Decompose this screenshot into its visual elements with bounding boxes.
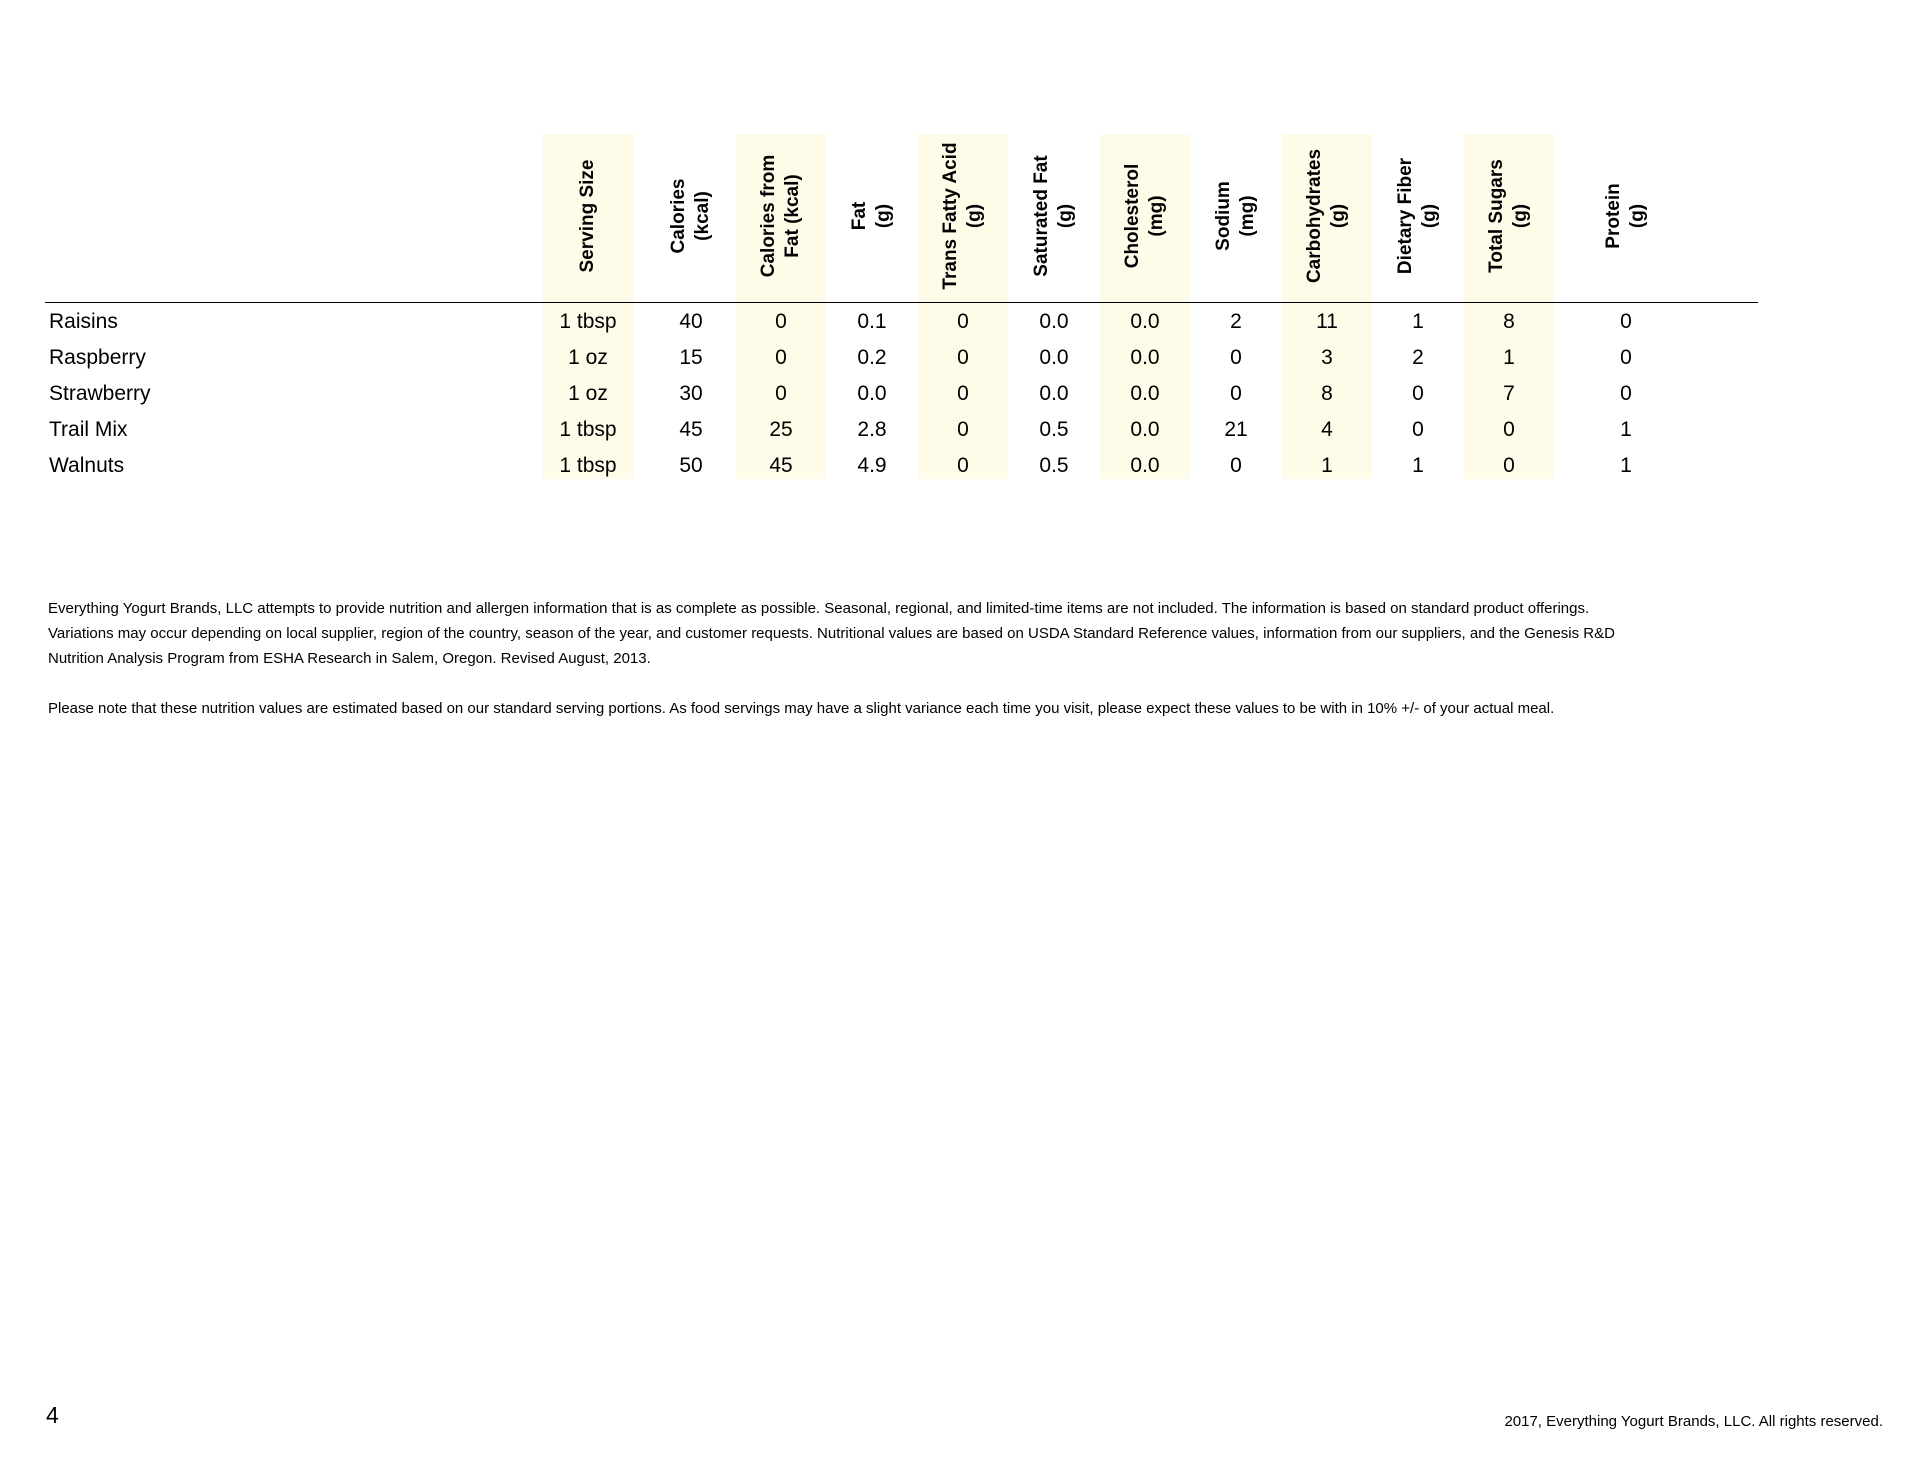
table-row (45, 340, 1758, 376)
table-row (45, 448, 1758, 484)
table-cell: 0 (957, 418, 969, 441)
table-cell: 45 (679, 418, 703, 441)
column-header (1100, 134, 1190, 304)
column-header-label: Calories (kcal) (668, 178, 713, 254)
table-cell: 2 (1412, 346, 1424, 369)
table-cell: 25 (769, 418, 793, 441)
table-cell: 0.5 (1039, 454, 1069, 477)
table-cell: 0.0 (1039, 310, 1069, 333)
table-cell: 0.0 (1039, 346, 1069, 369)
table-row (45, 304, 1758, 340)
table-cell: 8 (1503, 310, 1515, 333)
table-cell: 0.0 (1130, 418, 1160, 441)
table-cell: 7 (1503, 382, 1515, 405)
column-header-label: Sodium (mg) (1213, 181, 1258, 251)
table-cell: 1 oz (568, 382, 608, 405)
column-header-label: Dietary Fiber (g) (1395, 157, 1440, 275)
column-header-label: Protein (g) (1603, 183, 1648, 249)
table-cell: 0 (1230, 346, 1242, 369)
column-header (1581, 134, 1671, 304)
table-cell: 0 (1620, 310, 1632, 333)
table-cell: 3 (1321, 346, 1333, 369)
table-cell: 1 (1620, 418, 1632, 441)
table-cell: 0 (1230, 382, 1242, 405)
table-cell: 0.5 (1039, 418, 1069, 441)
column-header (543, 134, 633, 304)
table-cell: 0 (1503, 418, 1515, 441)
table-cell: 40 (679, 310, 703, 333)
table-cell: 15 (679, 346, 703, 369)
table-cell: 0 (1230, 454, 1242, 477)
table-cell: 21 (1224, 418, 1248, 441)
table-cell: 0 (775, 310, 787, 333)
disclaimer-paragraph-1: Everything Yogurt Brands, LLC attempts to provide nutrition and allergen information that is as complete as possible. Seasonal, regional, and limited-time items are not included. The information is based on standard product offerings. Variations may occur depending on local supplier, region of the country, season of the year, and customer requests. Nutritional values are based on USDA Standard Reference values, information from our suppliers, and the Genesis R&D Nutrition Analysis Program from ESHA Research in Salem, Oregon. Revised August, 2013. (48, 600, 1615, 667)
table-cell: 1 (1412, 310, 1424, 333)
item-name: Walnuts (49, 454, 125, 477)
table-cell: 1 (1321, 454, 1333, 477)
table-cell: 30 (679, 382, 703, 405)
column-header (1464, 134, 1554, 304)
item-name: Trail Mix (49, 418, 128, 441)
table-cell: 0 (775, 346, 787, 369)
table-cell: 0 (957, 454, 969, 477)
column-header (646, 134, 736, 304)
item-name: Strawberry (49, 382, 151, 405)
table-cell: 0.0 (1130, 454, 1160, 477)
table-cell: 1 (1412, 454, 1424, 477)
table-cell: 4 (1321, 418, 1333, 441)
table-cell: 0 (957, 382, 969, 405)
table-cell: 0 (775, 382, 787, 405)
table-cell: 0.0 (1039, 382, 1069, 405)
copyright-notice: 2017, Everything Yogurt Brands, LLC. All rights reserved. (1504, 1413, 1883, 1430)
column-header-label: Serving Size (577, 159, 598, 273)
column-header (1191, 134, 1281, 304)
header-rule (45, 302, 1758, 303)
table-cell: 0.0 (857, 382, 887, 405)
table-cell: 0 (1503, 454, 1515, 477)
table-cell: 1 oz (568, 346, 608, 369)
column-header-label: Total Sugars (g) (1486, 159, 1531, 273)
column-header-label: Fat (g) (849, 201, 894, 231)
column-header (1373, 134, 1463, 304)
table-cell: 45 (769, 454, 793, 477)
table-cell: 1 tbsp (559, 310, 617, 333)
column-header-label: Saturated Fat (g) (1031, 155, 1076, 277)
column-header (1282, 134, 1372, 304)
table-row (45, 376, 1758, 412)
table-row (45, 412, 1758, 448)
table-cell: 50 (679, 454, 703, 477)
table-cell: 0 (1620, 346, 1632, 369)
table-cell: 0.0 (1130, 346, 1160, 369)
table-cell: 0 (1412, 418, 1424, 441)
table-cell: 0.0 (1130, 382, 1160, 405)
column-header-label: Cholesterol (mg) (1122, 163, 1167, 269)
column-header-label: Trans Fatty Acid (g) (940, 142, 985, 290)
table-cell: 11 (1316, 310, 1338, 333)
table-cell: 0.0 (1130, 310, 1160, 333)
table-cell: 0 (957, 310, 969, 333)
table-cell: 8 (1321, 382, 1333, 405)
table-cell: 0 (1620, 382, 1632, 405)
column-header (736, 134, 826, 304)
table-cell: 4.9 (857, 454, 887, 477)
page-number: 4 (46, 1402, 59, 1428)
column-header-label: Calories from Fat (kcal) (758, 154, 803, 278)
table-cell: 0.2 (857, 346, 887, 369)
disclaimer-paragraph-2: Please note that these nutrition values are estimated based on our standard serving portions. As food servings may have a slight variance each time you visit, please expect these values to be with in 10% +/- of your actual meal. (48, 700, 1555, 717)
column-header (1009, 134, 1099, 304)
table-cell: 1 tbsp (559, 418, 617, 441)
table-cell: 0 (1412, 382, 1424, 405)
table-cell: 1 tbsp (559, 454, 617, 477)
table-cell: 0 (957, 346, 969, 369)
table-cell: 0.1 (857, 310, 887, 333)
table-cell: 2 (1230, 310, 1242, 333)
table-cell: 2.8 (857, 418, 887, 441)
column-header-label: Carbohydrates (g) (1304, 148, 1349, 284)
item-name: Raspberry (49, 346, 146, 369)
nutrition-table (45, 134, 1758, 479)
table-cell: 1 (1620, 454, 1632, 477)
item-name: Raisins (49, 310, 118, 333)
column-header (918, 134, 1008, 304)
column-header (827, 134, 917, 304)
table-cell: 1 (1503, 346, 1515, 369)
